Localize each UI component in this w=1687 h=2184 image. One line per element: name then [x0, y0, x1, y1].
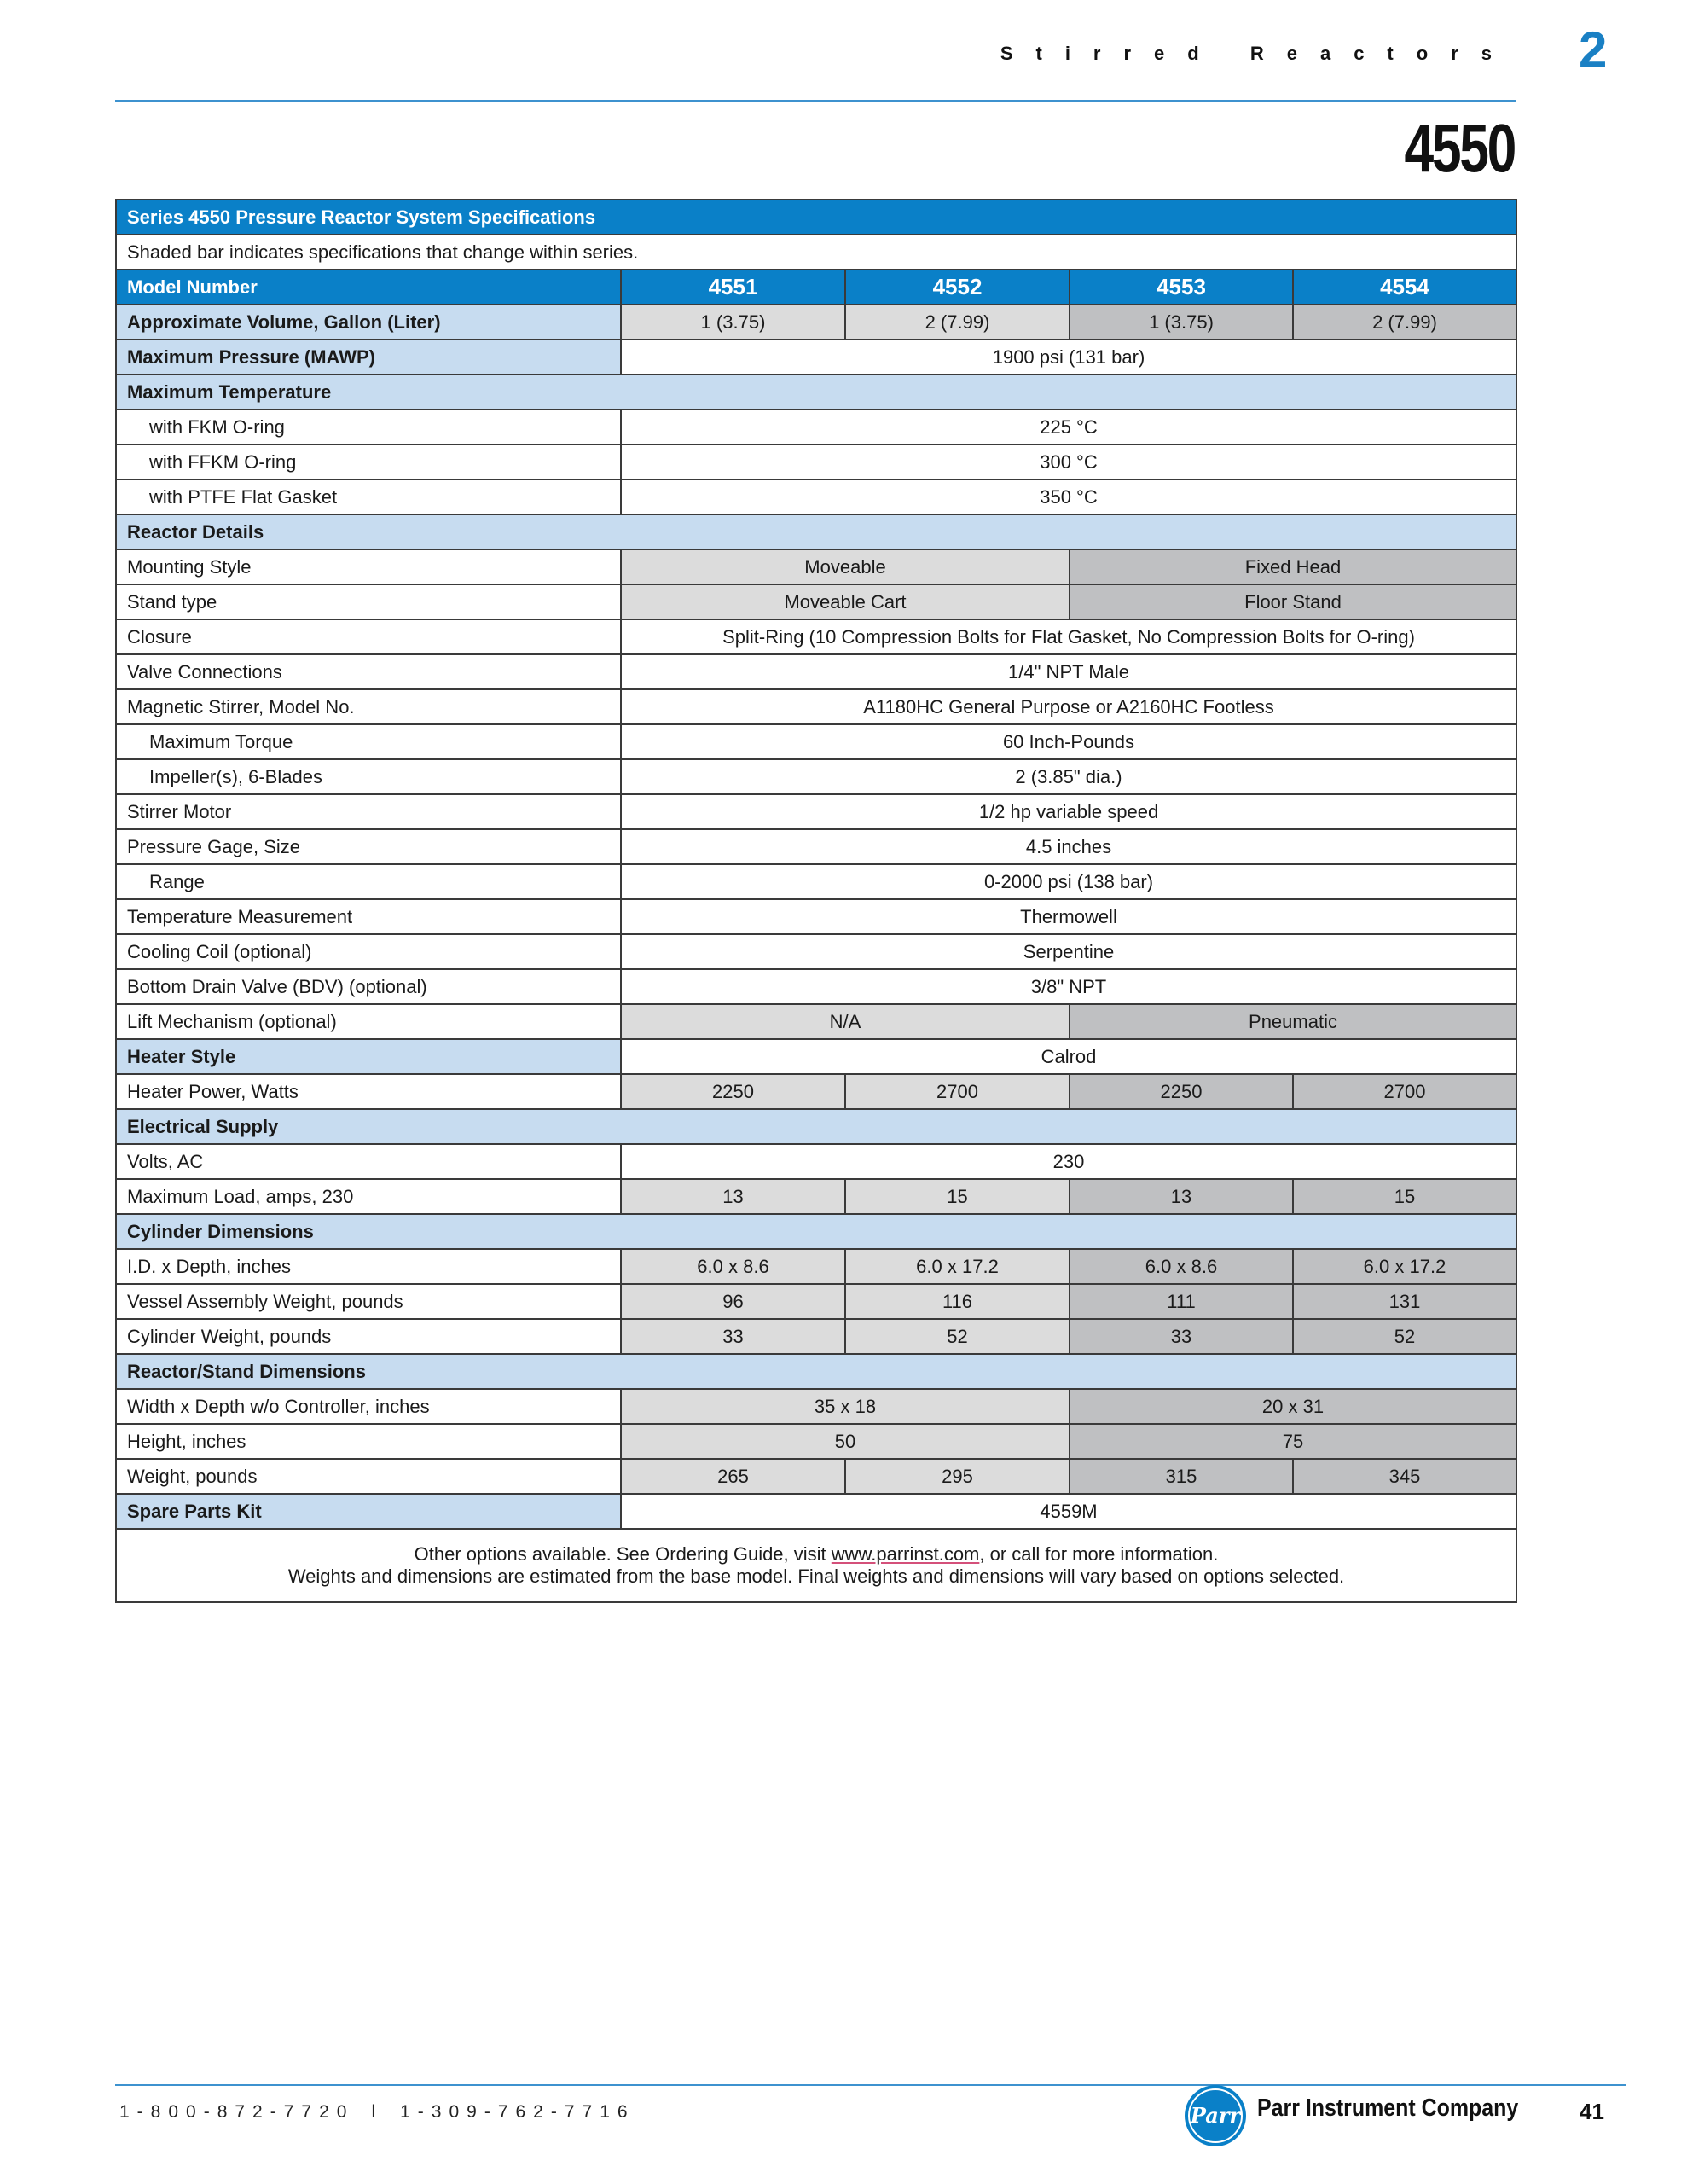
group-header: Reactor Details: [116, 514, 1516, 549]
table-row: [116, 864, 1516, 899]
table-row: [116, 1249, 1516, 1284]
model-4554: 4554: [1293, 270, 1516, 305]
cell: Moveable: [621, 549, 1070, 584]
cell: 96: [621, 1284, 845, 1319]
row-label: Maximum Torque: [116, 724, 621, 759]
cell: 2250: [621, 1074, 845, 1109]
footer-disclaimer: Weights and dimensions are estimated from the base model. Final weights and dimensions will vary based on options selected.: [287, 1565, 1345, 1587]
row-label: Lift Mechanism (optional): [116, 1004, 621, 1039]
cell: Moveable Cart: [621, 584, 1070, 619]
model-heading: 4550: [1404, 110, 1515, 186]
cell: 33: [1070, 1319, 1293, 1354]
bottom-divider: [115, 2084, 1626, 2086]
cell: 2700: [845, 1074, 1070, 1109]
row-label: Closure: [116, 619, 621, 654]
table-footer: [116, 1529, 1516, 1602]
row-label: Width x Depth w/o Controller, inches: [116, 1389, 621, 1424]
row-label: Maximum Load, amps, 230: [116, 1179, 621, 1214]
table-row: [116, 724, 1516, 759]
row-label: Weight, pounds: [116, 1459, 621, 1494]
table-row: [116, 410, 1516, 444]
cell: Pneumatic: [1070, 1004, 1516, 1039]
group-header-row: [116, 1354, 1516, 1389]
phone-direct: 1-309-762-7716: [400, 2102, 635, 2122]
row-label: Cooling Coil (optional): [116, 934, 621, 969]
table-row: [116, 969, 1516, 1004]
group-header: Maximum Temperature: [116, 375, 1516, 410]
cell: 13: [1070, 1179, 1293, 1214]
model-4552: 4552: [845, 270, 1070, 305]
cell: 350 °C: [621, 479, 1516, 514]
group-header: Cylinder Dimensions: [116, 1214, 1516, 1249]
cell: 2 (7.99): [845, 305, 1070, 340]
table-row: [116, 899, 1516, 934]
cell: Split-Ring (10 Compression Bolts for Flat Gasket, No Compression Bolts for O-ring): [621, 619, 1516, 654]
cell: 33: [621, 1319, 845, 1354]
row-label: Stand type: [116, 584, 621, 619]
group-header: Reactor/Stand Dimensions: [116, 1354, 1516, 1389]
cell: 75: [1070, 1424, 1516, 1459]
row-label: Temperature Measurement: [116, 899, 621, 934]
table-row: [116, 689, 1516, 724]
cell: 2700: [1293, 1074, 1516, 1109]
row-label: Spare Parts Kit: [116, 1494, 621, 1529]
row-label: with FFKM O-ring: [116, 444, 621, 479]
cell: N/A: [621, 1004, 1070, 1039]
row-label: Bottom Drain Valve (BDV) (optional): [116, 969, 621, 1004]
row-label: Height, inches: [116, 1424, 621, 1459]
table-row: [116, 340, 1516, 375]
row-label: I.D. x Depth, inches: [116, 1249, 621, 1284]
table-row: [116, 759, 1516, 794]
table-row: [116, 1284, 1516, 1319]
table-row: [116, 1494, 1516, 1529]
table-caption-row: [116, 200, 1516, 235]
table-row: [116, 1074, 1516, 1109]
table-footer-row: [116, 1529, 1516, 1602]
cell: 50: [621, 1424, 1070, 1459]
cell: 1/4" NPT Male: [621, 654, 1516, 689]
cell: 1900 psi (131 bar): [621, 340, 1516, 375]
row-label: Approximate Volume, Gallon (Liter): [116, 305, 621, 340]
company-name: Parr Instrument Company: [1257, 2094, 1519, 2122]
table-row: [116, 305, 1516, 340]
cell: Thermowell: [621, 899, 1516, 934]
phone-separator: l: [371, 2102, 384, 2122]
row-label: Heater Style: [116, 1039, 621, 1074]
table-row: [116, 1424, 1516, 1459]
cell: 2 (7.99): [1293, 305, 1516, 340]
table-row: [116, 1144, 1516, 1179]
group-header: Electrical Supply: [116, 1109, 1516, 1144]
cell: 2 (3.85" dia.): [621, 759, 1516, 794]
cell: 1/2 hp variable speed: [621, 794, 1516, 829]
phone-tollfree: 1-800-872-7720: [119, 2102, 355, 2122]
row-label: Impeller(s), 6-Blades: [116, 759, 621, 794]
cell: 35 x 18: [621, 1389, 1070, 1424]
phone-numbers: [119, 2102, 635, 2123]
table-row: [116, 1389, 1516, 1424]
cell: 6.0 x 17.2: [1293, 1249, 1516, 1284]
table-row: [116, 794, 1516, 829]
model-number-row: [116, 270, 1516, 305]
cell: A1180HC General Purpose or A2160HC Footless: [621, 689, 1516, 724]
cell: 1 (3.75): [621, 305, 845, 340]
model-4553: 4553: [1070, 270, 1293, 305]
cell: Serpentine: [621, 934, 1516, 969]
cell: 1 (3.75): [1070, 305, 1293, 340]
cell: 6.0 x 17.2: [845, 1249, 1070, 1284]
cell: Calrod: [621, 1039, 1516, 1074]
cell: 20 x 31: [1070, 1389, 1516, 1424]
row-label: with FKM O-ring: [116, 410, 621, 444]
row-label: Mounting Style: [116, 549, 621, 584]
cell: 345: [1293, 1459, 1516, 1494]
section-title: Stirred Reactors: [1000, 43, 1515, 64]
table-row: [116, 1179, 1516, 1214]
row-label: Cylinder Weight, pounds: [116, 1319, 621, 1354]
table-row: [116, 829, 1516, 864]
cell: 4559M: [621, 1494, 1516, 1529]
row-label: Magnetic Stirrer, Model No.: [116, 689, 621, 724]
group-header-row: [116, 1214, 1516, 1249]
table-row: [116, 619, 1516, 654]
table-row: [116, 1004, 1516, 1039]
cell: 116: [845, 1284, 1070, 1319]
cell: Floor Stand: [1070, 584, 1516, 619]
cell: 315: [1070, 1459, 1293, 1494]
page-number: 41: [1580, 2099, 1604, 2124]
cell: 3/8" NPT: [621, 969, 1516, 1004]
cell: 131: [1293, 1284, 1516, 1319]
table-row: [116, 1319, 1516, 1354]
cell: Fixed Head: [1070, 549, 1516, 584]
row-label: Vessel Assembly Weight, pounds: [116, 1284, 621, 1319]
table-row: [116, 654, 1516, 689]
logo-text: Parr: [1190, 2103, 1241, 2128]
group-header-row: [116, 1109, 1516, 1144]
parr-logo-icon: [1182, 2082, 1249, 2148]
table-row: [116, 1459, 1516, 1494]
cell: 15: [845, 1179, 1070, 1214]
cell: 0-2000 psi (138 bar): [621, 864, 1516, 899]
table-note: Shaded bar indicates specifications that change within series.: [116, 235, 1516, 270]
row-label: Valve Connections: [116, 654, 621, 689]
website-link[interactable]: www.parrinst.com: [831, 1543, 980, 1565]
cell: 230: [621, 1144, 1516, 1179]
spec-table: [115, 199, 1517, 1603]
top-divider: [115, 100, 1516, 102]
row-label: Heater Power, Watts: [116, 1074, 621, 1109]
cell: 52: [1293, 1319, 1516, 1354]
table-row: [116, 1039, 1516, 1074]
cell: 2250: [1070, 1074, 1293, 1109]
cell: 60 Inch-Pounds: [621, 724, 1516, 759]
model-number-label: Model Number: [116, 270, 621, 305]
group-header-row: [116, 375, 1516, 410]
row-label: Pressure Gage, Size: [116, 829, 621, 864]
table-row: [116, 934, 1516, 969]
chapter-number: 2: [1579, 21, 1608, 78]
footer-text-post: , or call for more information.: [979, 1543, 1219, 1565]
cell: 225 °C: [621, 410, 1516, 444]
table-row: [116, 479, 1516, 514]
cell: 300 °C: [621, 444, 1516, 479]
cell: 4.5 inches: [621, 829, 1516, 864]
table-row: [116, 584, 1516, 619]
cell: 15: [1293, 1179, 1516, 1214]
cell: 52: [845, 1319, 1070, 1354]
footer-text-pre: Other options available. See Ordering Guide, visit: [414, 1543, 832, 1565]
row-label: Maximum Pressure (MAWP): [116, 340, 621, 375]
cell: 6.0 x 8.6: [1070, 1249, 1293, 1284]
row-label: Volts, AC: [116, 1144, 621, 1179]
model-4551: 4551: [621, 270, 845, 305]
row-label: with PTFE Flat Gasket: [116, 479, 621, 514]
cell: 6.0 x 8.6: [621, 1249, 845, 1284]
cell: 13: [621, 1179, 845, 1214]
group-header-row: [116, 514, 1516, 549]
row-label: Range: [116, 864, 621, 899]
row-label: Stirrer Motor: [116, 794, 621, 829]
cell: 111: [1070, 1284, 1293, 1319]
table-row: [116, 549, 1516, 584]
cell: 265: [621, 1459, 845, 1494]
cell: 295: [845, 1459, 1070, 1494]
table-caption: Series 4550 Pressure Reactor System Specifications: [116, 200, 1516, 235]
table-row: [116, 444, 1516, 479]
table-note-row: [116, 235, 1516, 270]
